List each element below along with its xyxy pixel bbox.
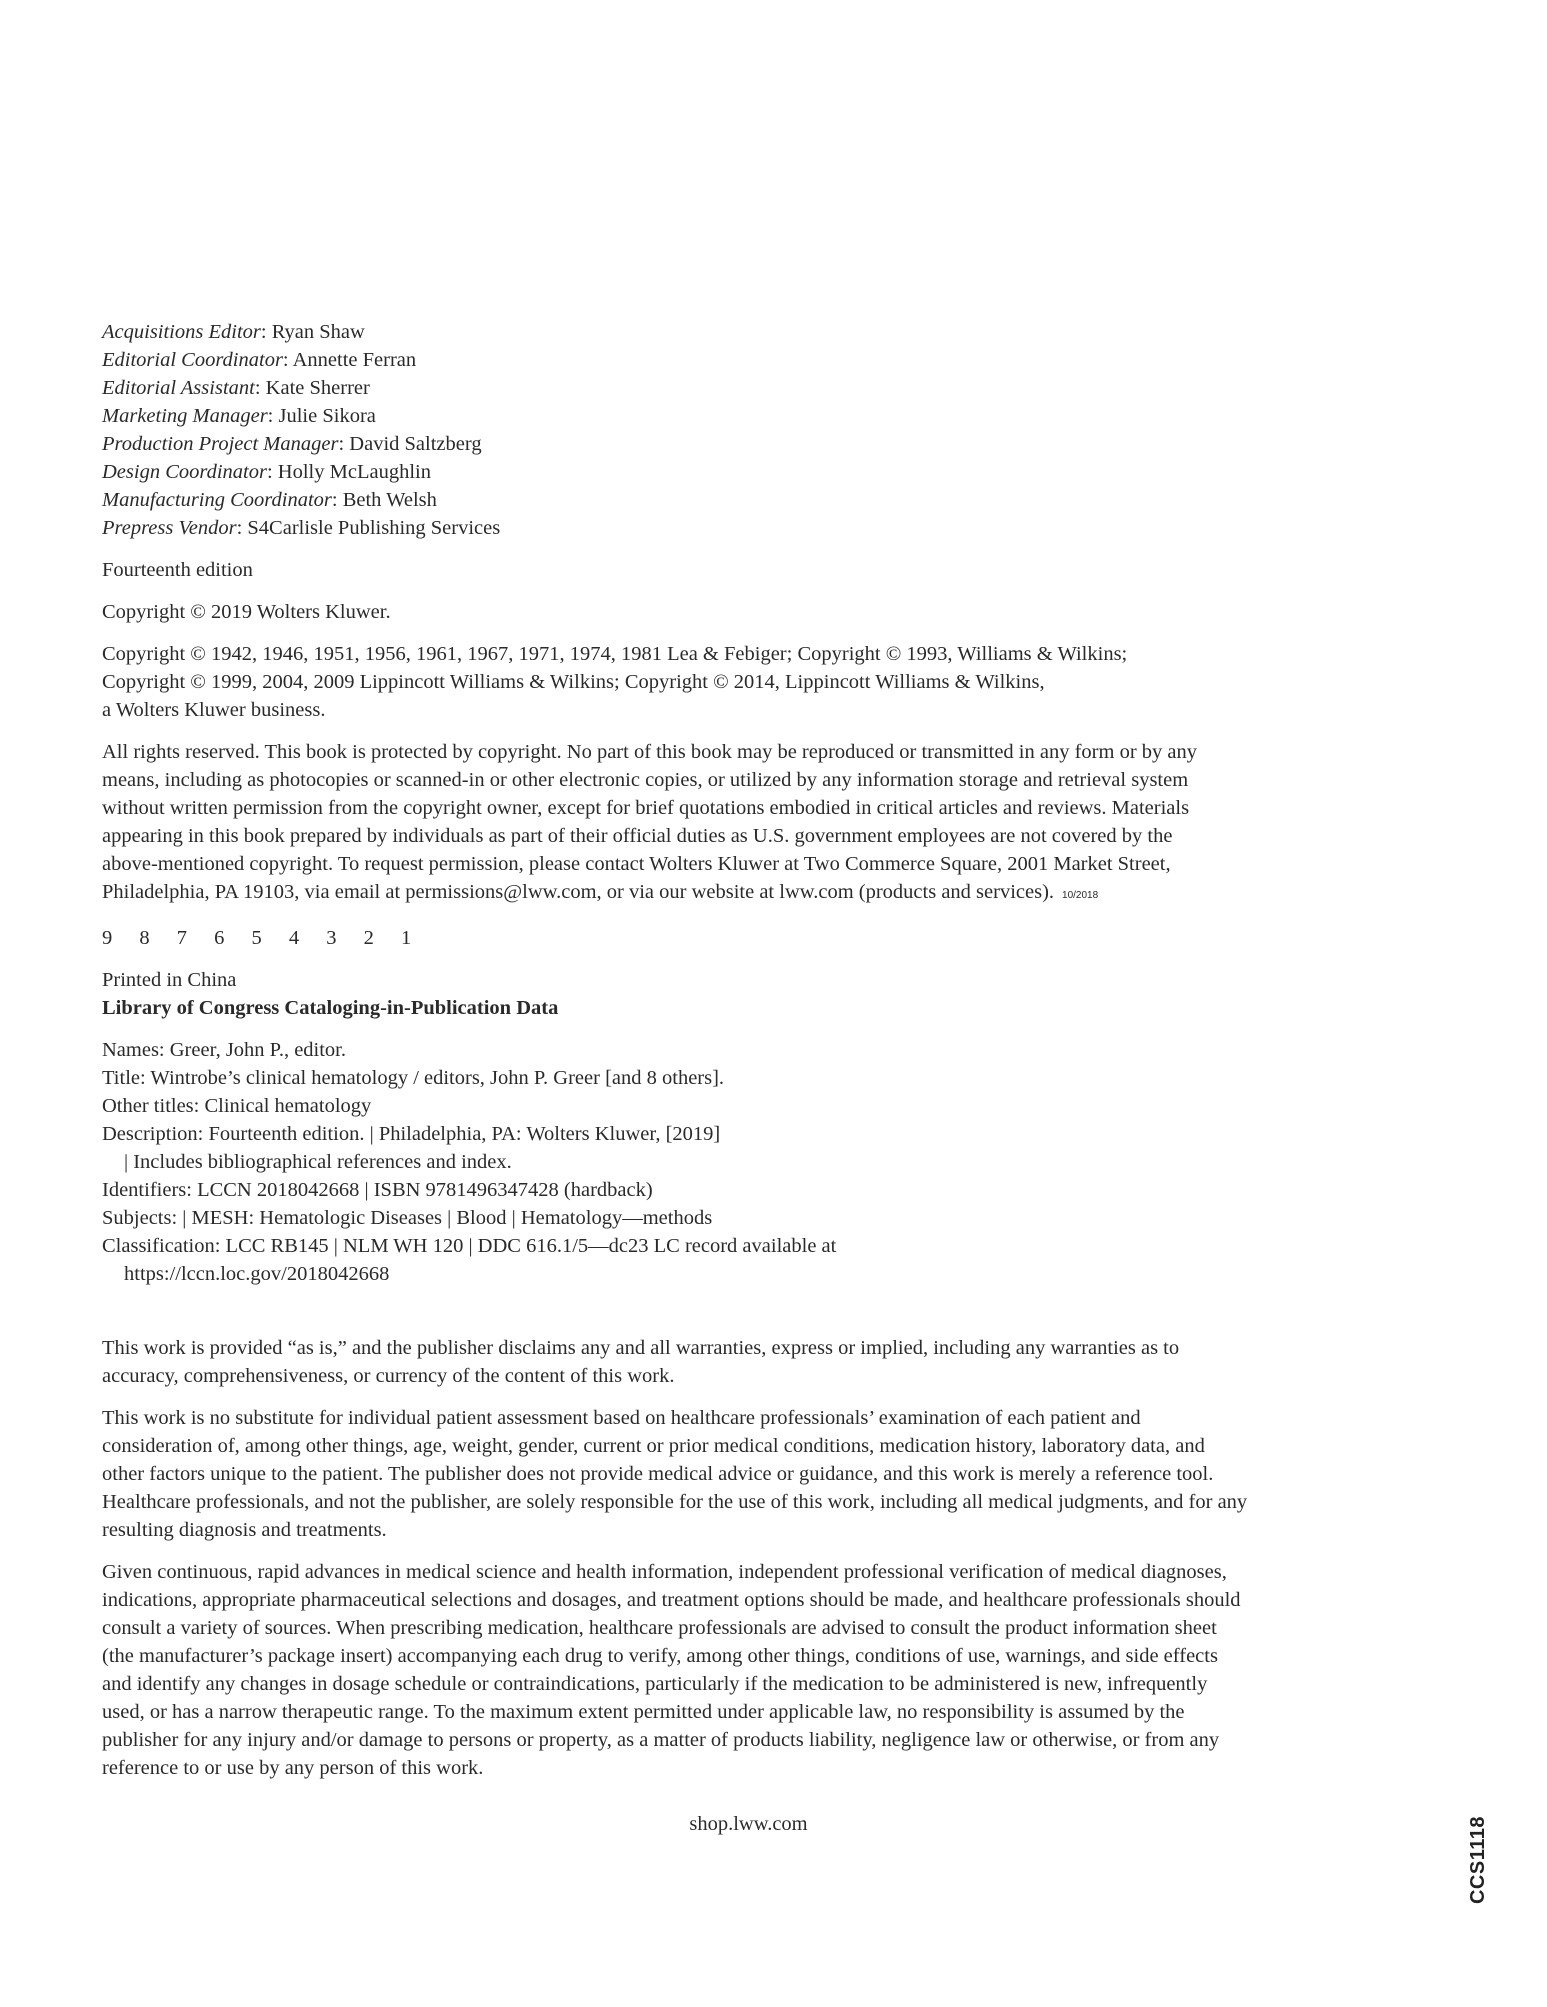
- disclaimer-line: Given continuous, rapid advances in medical science and health information, independent professional verification of medical diagnoses,: [102, 1561, 1227, 1583]
- disclaimer-verification: [102, 1558, 1402, 1782]
- print-numbers: 9 8 7 6 5 4 3 2 1: [102, 927, 423, 949]
- rights-line: means, including as photocopies or scanned-in or other electronic copies, or utilized by any information storage and retrieval system: [102, 769, 1189, 791]
- copyright-history-line: a Wolters Kluwer business.: [102, 699, 326, 721]
- disclaimer-line: other factors unique to the patient. The publisher does not provide medical advice or guidance, and this work is merely a reference tool.: [102, 1463, 1214, 1485]
- cip-line: Identifiers: LCCN 2018042668 | ISBN 9781496347428 (hardback): [102, 1179, 653, 1201]
- cip-data: [102, 1036, 1402, 1288]
- cip-line: Title: Wintrobe’s clinical hematology / editors, John P. Greer [and 8 others].: [102, 1067, 725, 1089]
- footer-url: shop.lww.com: [689, 1813, 808, 1835]
- rights-line: without written permission from the copyright owner, except for brief quotations embodied in critical articles and reviews. Materials: [102, 797, 1190, 819]
- credit-line: Manufacturing Coordinator: Beth Welsh: [102, 489, 437, 511]
- cip-line: Classification: LCC RB145 | NLM WH 120 | DDC 616.1/5—dc23 LC record available at: [102, 1235, 837, 1257]
- rights-date-code: 10/2018: [1062, 890, 1099, 901]
- disclaimer-line: and identify any changes in dosage schedule or contraindications, particularly if the medication to be administered is new, infrequently: [102, 1673, 1208, 1695]
- rights-line-last: Philadelphia, PA 19103, via email at permissions@lww.com, or via our website at lww.com (products and services). 10/2018: [102, 881, 1099, 903]
- cip-line: Names: Greer, John P., editor.: [102, 1039, 346, 1061]
- credit-line: Acquisitions Editor: Ryan Shaw: [102, 321, 365, 343]
- rights-line: above-mentioned copyright. To request permission, please contact Wolters Kluwer at Two Commerce Square, 2001 Market Street,: [102, 853, 1171, 875]
- copyright-main: Copyright © 2019 Wolters Kluwer.: [102, 601, 391, 623]
- copyright-page: [102, 318, 1402, 1782]
- cip-heading: Library of Congress Cataloging-in-Publication Data: [102, 997, 559, 1019]
- disclaimer-line: consult a variety of sources. When prescribing medication, healthcare professionals are advised to consult the product information sheet: [102, 1617, 1217, 1639]
- edition: Fourteenth edition: [102, 559, 253, 581]
- rights-line: All rights reserved. This book is protected by copyright. No part of this book may be reproduced or transmitted in any form or by any: [102, 741, 1197, 763]
- copyright-history: [102, 640, 1402, 724]
- credit-line: Prepress Vendor: S4Carlisle Publishing Services: [102, 517, 501, 539]
- rights-paragraph: [102, 738, 1402, 910]
- copyright-history-line: Copyright © 1942, 1946, 1951, 1956, 1961, 1967, 1971, 1974, 1981 Lea & Febiger; Copyright © 1993, Williams & Wilkins;: [102, 643, 1128, 665]
- disclaimer-line: consideration of, among other things, age, weight, gender, current or prior medical conditions, medication history, laboratory data, and: [102, 1435, 1205, 1457]
- rights-line: appearing in this book prepared by individuals as part of their official duties as U.S. government employees are not covered by the: [102, 825, 1173, 847]
- disclaimer-line: accuracy, comprehensiveness, or currency of the content of this work.: [102, 1365, 675, 1387]
- credit-line: Design Coordinator: Holly McLaughlin: [102, 461, 431, 483]
- disclaimer-line: This work is provided “as is,” and the publisher disclaims any and all warranties, express or implied, including any warranties as to: [102, 1337, 1180, 1359]
- printed-in: Printed in China: [102, 969, 237, 991]
- disclaimer-line: reference to or use by any person of this work.: [102, 1757, 484, 1779]
- disclaimer-line: indications, appropriate pharmaceutical selections and dosages, and treatment options should be made, and healthcare professionals should: [102, 1589, 1241, 1611]
- disclaimer-line: resulting diagnosis and treatments.: [102, 1519, 387, 1541]
- disclaimer-line: (the manufacturer’s package insert) accompanying each drug to verify, among other things, conditions of use, warnings, and side effects: [102, 1645, 1218, 1667]
- disclaimer-line: used, or has a narrow therapeutic range. To the maximum extent permitted under applicable law, no responsibility is assumed by the: [102, 1701, 1185, 1723]
- cip-line: Other titles: Clinical hematology: [102, 1095, 372, 1117]
- cip-line: | Includes bibliographical references and index.: [124, 1151, 512, 1173]
- credit-line: Editorial Assistant: Kate Sherrer: [102, 377, 370, 399]
- disclaimer-line: Healthcare professionals, and not the publisher, are solely responsible for the use of this work, including all medical judgments, and for any: [102, 1491, 1248, 1513]
- disclaimer-line: This work is no substitute for individual patient assessment based on healthcare professionals’ examination of each patient and: [102, 1407, 1141, 1429]
- cip-line: https://lccn.loc.gov/2018042668: [124, 1263, 390, 1285]
- credit-line: Editorial Coordinator: Annette Ferran: [102, 349, 417, 371]
- copyright-history-line: Copyright © 1999, 2004, 2009 Lippincott Williams & Wilkins; Copyright © 2014, Lippincott Williams & Wilkins,: [102, 671, 1045, 693]
- credit-line: Production Project Manager: David Saltzberg: [102, 433, 482, 455]
- disclaimer-assessment: [102, 1404, 1402, 1544]
- cip-line: Description: Fourteenth edition. | Philadelphia, PA: Wolters Kluwer, [2019]: [102, 1123, 721, 1145]
- credits-list: [102, 318, 1402, 542]
- side-print-code: CCS1118: [1467, 1816, 1489, 1905]
- cip-line: Subjects: | MESH: Hematologic Diseases | Blood | Hematology—methods: [102, 1207, 713, 1229]
- disclaimer-line: publisher for any injury and/or damage to persons or property, as a matter of products liability, negligence law or otherwise, or from any: [102, 1729, 1220, 1751]
- disclaimer-warranty: [102, 1334, 1402, 1390]
- credit-line: Marketing Manager: Julie Sikora: [102, 405, 376, 427]
